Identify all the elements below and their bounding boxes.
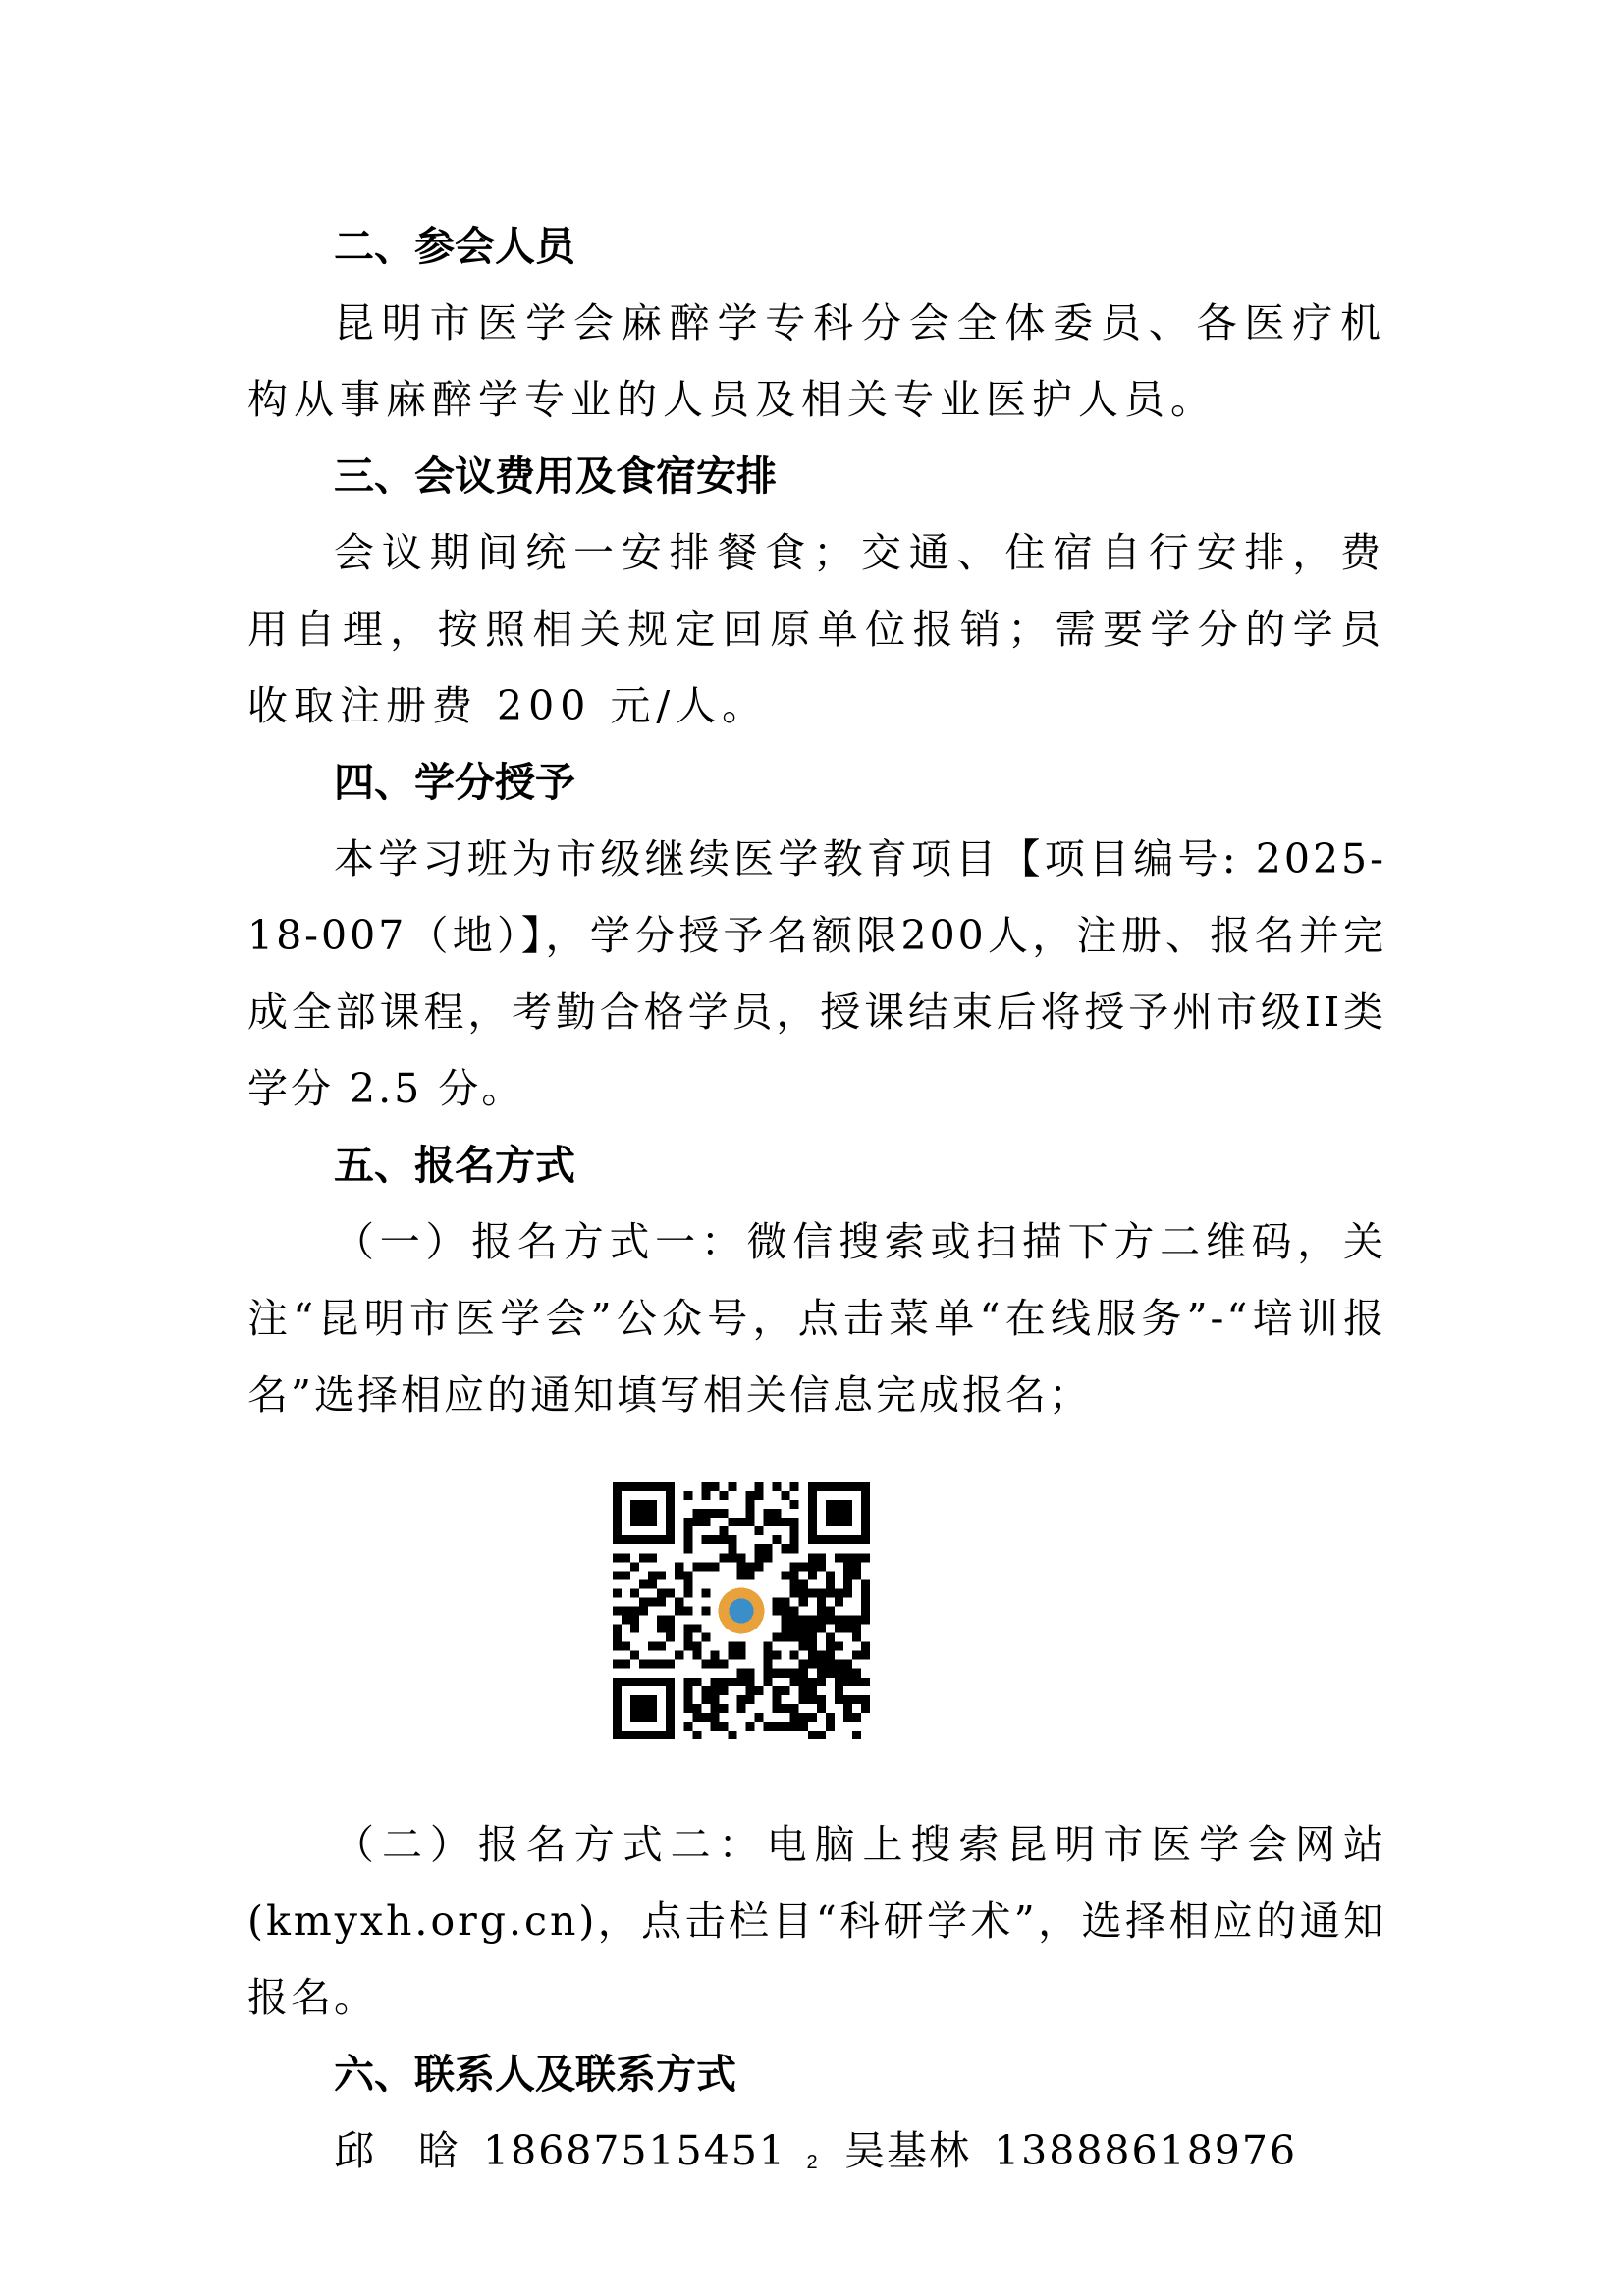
section-heading-credits: 四、学分授予 — [334, 759, 575, 806]
section-heading-registration: 五、报名方式 — [334, 1142, 575, 1189]
page-number: 2 — [806, 2152, 818, 2173]
contact-phone-2: 13888618976 — [994, 2127, 1298, 2174]
attendees-paragraph: 昆明市医学会麻醉学专科分会全体委员、各医疗机构从事麻醉学专业的人员及相关专业医护人员。 — [247, 299, 1386, 423]
section-heading-fees: 三、会议费用及食宿安排 — [334, 453, 777, 500]
credits-paragraph: 本学习班为市级继续医学教育项目【项目编号: 2025-18-007（地）】，学分授予名额限200人，注册、报名并完成全部课程，考勤合格学员，授课结束后将授予州市级II类学分 2.5 分。 — [247, 835, 1386, 1112]
contact-name-2: 吴基林 — [844, 2127, 972, 2174]
contact-name-1: 邱 晗 — [334, 2127, 460, 2174]
contact-phone-1: 18687515451 — [483, 2127, 786, 2174]
section-heading-attendees: 二、参会人员 — [334, 223, 575, 270]
document-body — [247, 208, 1386, 2189]
registration-method-two: （二）报名方式二：电脑上搜索昆明市医学会网站(kmyxh.org.cn)，点击栏目“科研学术”，选择相应的通知报名。 — [247, 1821, 1386, 2021]
contact-line — [247, 2112, 1386, 2189]
fees-paragraph: 会议期间统一安排餐食；交通、住宿自行安排，费用自理，按照相关规定回原单位报销；需要学分的学员收取注册费 200 元/人。 — [247, 529, 1386, 729]
registration-method-one: （一）报名方式一：微信搜索或扫描下方二维码，关注“昆明市医学会”公众号，点击菜单“在线服务”-“培训报名”选择相应的通知填写相关信息完成报名； — [247, 1218, 1386, 1418]
section-heading-contacts: 六、联系人及联系方式 — [334, 2051, 736, 2098]
qr-code-icon[interactable] — [613, 1482, 870, 1739]
qr-code-container — [247, 1433, 1386, 1806]
